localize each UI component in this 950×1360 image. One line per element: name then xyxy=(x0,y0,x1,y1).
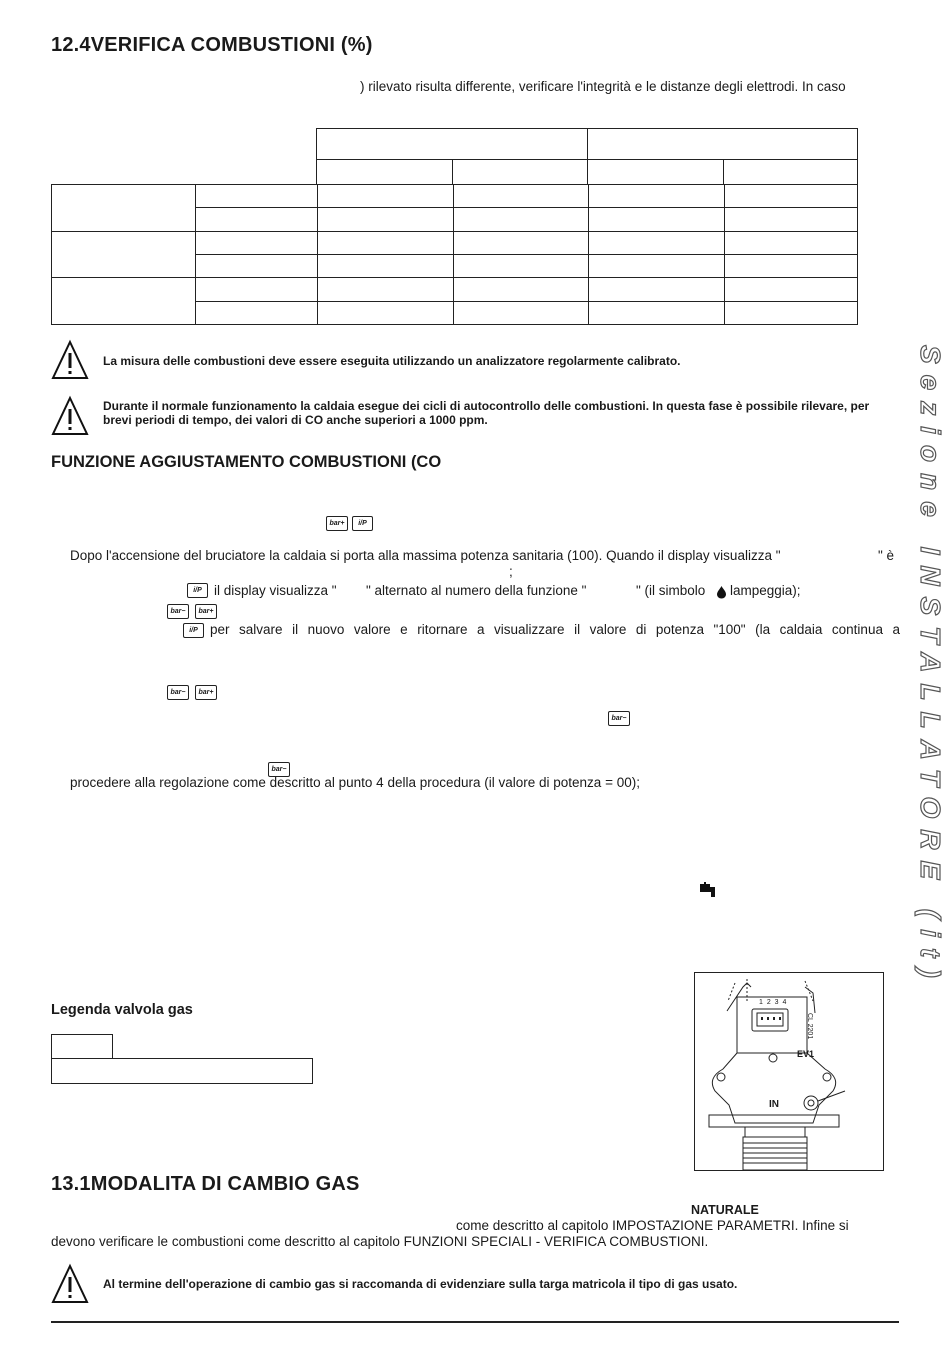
footer-rule xyxy=(51,1321,899,1323)
valve-pins-label: 1 2 3 4 xyxy=(759,999,788,1006)
legend-title: Legenda valvola gas xyxy=(51,1002,193,1018)
adjust-paragraph-4: procedere alla regolazione come descritto al punto 4 della procedura (il valore di potenza = 00); xyxy=(70,775,640,790)
valve-ev1-label: EV1 xyxy=(797,1049,815,1059)
bar-minus-button-icon: bar− xyxy=(268,762,290,777)
warning-icon xyxy=(51,1264,89,1309)
bar-minus-button-icon: bar− xyxy=(608,711,630,726)
flame-icon xyxy=(716,585,727,604)
adjust-paragraph-2b: " alternato al numero della funzione " xyxy=(366,583,587,598)
adjust-paragraph-1a: Dopo l'accensione del bruciatore la caldaia si porta alla massima potenza sanitaria (100). Quando il display visualizza " xyxy=(70,548,781,563)
section-title-13-1: 13.1MODALITA DI CAMBIO GAS xyxy=(51,1173,360,1195)
adjust-paragraph-2c: " (il simbolo xyxy=(636,583,706,598)
adjust-paragraph-2a: il display visualizza " xyxy=(214,583,337,598)
intro-text: ) rilevato risulta differente, verificare l'integrità e le distanze degli elettrodi. In caso xyxy=(360,79,846,94)
bar-plus-button-icon: bar+ xyxy=(195,604,217,619)
bar-minus-button-icon: bar− xyxy=(167,604,189,619)
section-title-12-4: 12.4VERIFICA COMBUSTIONI (%) xyxy=(51,34,373,56)
warning-icon xyxy=(51,396,89,441)
gas-change-line-1: come descritto al capitolo IMPOSTAZIONE PARAMETRI. Infine si xyxy=(456,1218,849,1233)
legend-cell xyxy=(51,1058,313,1084)
warning-text-gas-plate: Al termine dell'operazione di cambio gas si raccomanda di evidenziare sulla targa matricola il tipo di gas usato. xyxy=(103,1277,738,1291)
info-p-button-icon: i/P xyxy=(352,516,373,531)
adjust-paragraph-1b: " è xyxy=(878,548,895,563)
adjust-paragraph-2d: lampeggia); xyxy=(730,583,801,598)
bar-plus-button-icon: bar+ xyxy=(195,685,217,700)
valve-in-label: IN xyxy=(769,1099,779,1110)
adjust-paragraph-1c: ; xyxy=(509,564,513,579)
adjust-function-title: FUNZIONE AGGIUSTAMENTO COMBUSTIONI (CO xyxy=(51,453,442,471)
legend-cell xyxy=(51,1034,113,1059)
info-p-button-icon: i/P xyxy=(187,583,208,598)
tap-icon xyxy=(698,882,718,903)
bar-plus-button-icon: bar+ xyxy=(326,516,348,531)
info-p-button-icon: i/P xyxy=(183,623,204,638)
bar-minus-button-icon: bar− xyxy=(167,685,189,700)
warning-text-calibration: La misura delle combustioni deve essere eseguita utilizzando un analizzatore regolarmente calibrato. xyxy=(103,354,681,368)
warning-text-autocontrol: Durante il normale funzionamento la caldaia esegue dei cicli di autocontrollo delle combustioni. In questa fase è possibile rilevare, per brevi periodi di tempo, dei valori di CO anche superiori a 1000 ppm. xyxy=(103,399,870,427)
valve-code-label: CL 2201 xyxy=(806,1013,813,1040)
warning-icon xyxy=(51,340,89,385)
sidebar-section-text: Sezione INSTALLATORE (it) xyxy=(915,345,946,989)
adjust-paragraph-3: per salvare il nuovo valore e ritornare a visualizzare il valore di potenza "100" (la caldaia continua a xyxy=(210,622,900,637)
naturale-label: NATURALE xyxy=(691,1203,759,1217)
gas-valve-figure xyxy=(694,972,884,1171)
gas-change-line-2: devono verificare le combustioni come descritto al capitolo FUNZIONI SPECIALI - VERIFICA COMBUSTIONI. xyxy=(51,1234,709,1249)
sidebar-section-label xyxy=(912,345,946,1045)
